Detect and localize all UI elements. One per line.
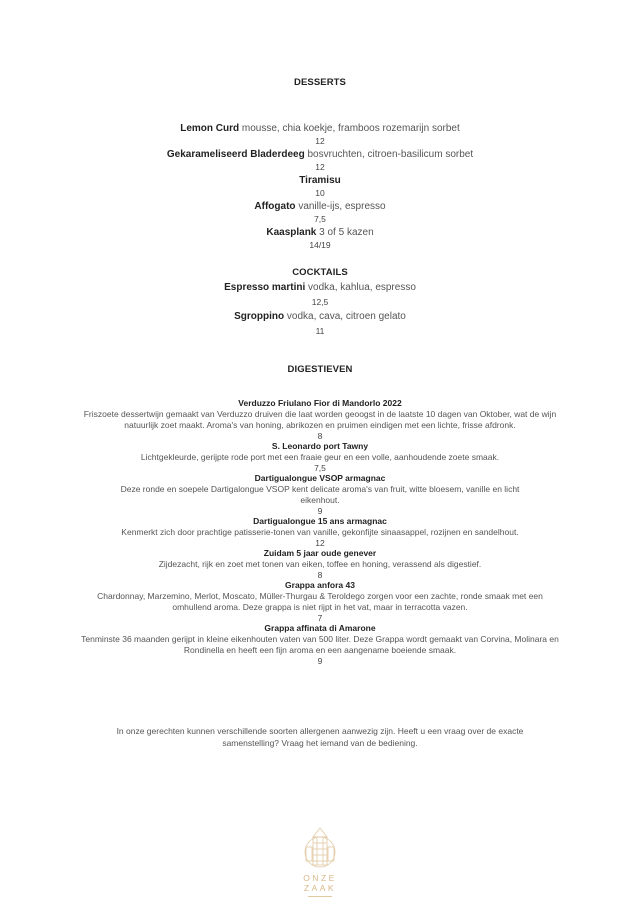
onze-zaak-logo — [290, 825, 350, 895]
digestief-name: Grappa anfora 43 — [285, 580, 355, 590]
digestief-name: Grappa affinata di Amarone — [264, 623, 376, 633]
digestief-name: Verduzzo Friulano Fior di Mandorlo 2022 — [238, 398, 402, 408]
logo-underline — [308, 896, 332, 897]
digestief-price: 12 — [315, 538, 325, 548]
digestief-name: Zuidam 5 jaar oude genever — [263, 548, 377, 558]
dessert-price: 10 — [315, 188, 325, 198]
cocktails-list — [0, 281, 640, 338]
digestief-desc: Deze ronde en soepele Dartigalongue VSOP kent delicate aroma's van fruit, witte bloesem, vanille en licht eikenhout. — [120, 484, 520, 505]
digestief-desc: Tenminste 36 maanden gerijpt in kleine eikenhouten vaten van 500 liter. Deze Grappa wordt gemaakt van Corvina, Molinara en Rondinella en heeft een fijn aroma en een aangename boeiende smaak. — [81, 634, 559, 655]
digestieven-title: DIGESTIEVEN — [287, 364, 353, 375]
cocktail-price: 12,5 — [311, 297, 329, 307]
building-icon — [303, 825, 337, 871]
dessert-price: 12 — [315, 136, 325, 146]
digestief-price: 7 — [317, 613, 323, 623]
digestief-desc: Zijdezacht, rijk en zoet met tonen van eiken, toffee en honing, verassend als digestief. — [158, 559, 482, 569]
digestief-desc: Friszoete dessertwijn gemaakt van Verduzzo druiven die laat worden geoogst in de laatste 10 dagen van Oktober, wat de wijn natuurlijk zoet maakt. Aroma's van honing, abrikozen en pruimen eindigen met een lichte, frisse afdronk. — [83, 409, 557, 430]
dessert-price: 12 — [315, 162, 325, 172]
dessert-item: Gekarameliseerd Bladerdeeg bosvruchten, citroen-basilicum sorbet — [166, 149, 474, 160]
digestief-price: 8 — [317, 431, 323, 441]
digestief-price: 9 — [317, 656, 323, 666]
desserts-title: DESSERTS — [293, 77, 346, 88]
cocktail-price: 11 — [315, 326, 325, 336]
dessert-item: Kaasplank 3 of 5 kazen — [266, 227, 374, 238]
dessert-item: Lemon Curd mousse, chia koekje, framboos rozemarijn sorbet — [180, 123, 460, 134]
dessert-item: Tiramisu — [299, 175, 341, 186]
digestief-name: Dartigualongue VSOP armagnac — [254, 473, 386, 483]
digestief-desc: Lichtgekleurde, gerijpte rode port met een fraaie geur en een volle, aanhoudende zoete smaak. — [140, 452, 500, 462]
dessert-price: 14/19 — [309, 240, 331, 250]
cocktail-item: Espresso martini vodka, kahlua, espresso — [224, 282, 416, 293]
digestief-price: 9 — [317, 506, 323, 516]
digestief-price: 8 — [317, 570, 323, 580]
digestief-name: Dartigualongue 15 ans armagnac — [253, 516, 387, 526]
cocktails-title: COCKTAILS — [292, 267, 348, 278]
digestief-name: S. Leonardo port Tawny — [271, 441, 369, 451]
allergen-note: In onze gerechten kunnen verschillende soorten allergenen aanwezig zijn. Heeft u een vraag over de exacte samenstelling? Vraag het iemand van de bediening. — [116, 726, 524, 748]
dessert-price: 7,5 — [314, 214, 326, 224]
digestief-price: 7,5 — [314, 463, 326, 473]
desserts-list — [0, 122, 640, 252]
digestief-desc: Chardonnay, Marzemino, Merlot, Moscato, Müller-Thurgau & Teroldego zorgen voor een zachte, ronde smaak met een omhullend aroma. Deze grappa is niet rijpt in het vat, maar in terracotta vazen. — [97, 591, 543, 612]
cocktail-item: Sgroppino vodka, cava, citroen gelato — [234, 311, 406, 322]
logo-text: ONZE ZAAK — [303, 873, 337, 893]
digestief-desc: Kenmerkt zich door prachtige patisserie-tonen van vanille, gekonfijte sinaasappel, rozijnen en sandelhout. — [121, 527, 519, 537]
digestieven-list — [0, 398, 640, 666]
dessert-item: Affogato vanille-ijs, espresso — [254, 201, 386, 212]
